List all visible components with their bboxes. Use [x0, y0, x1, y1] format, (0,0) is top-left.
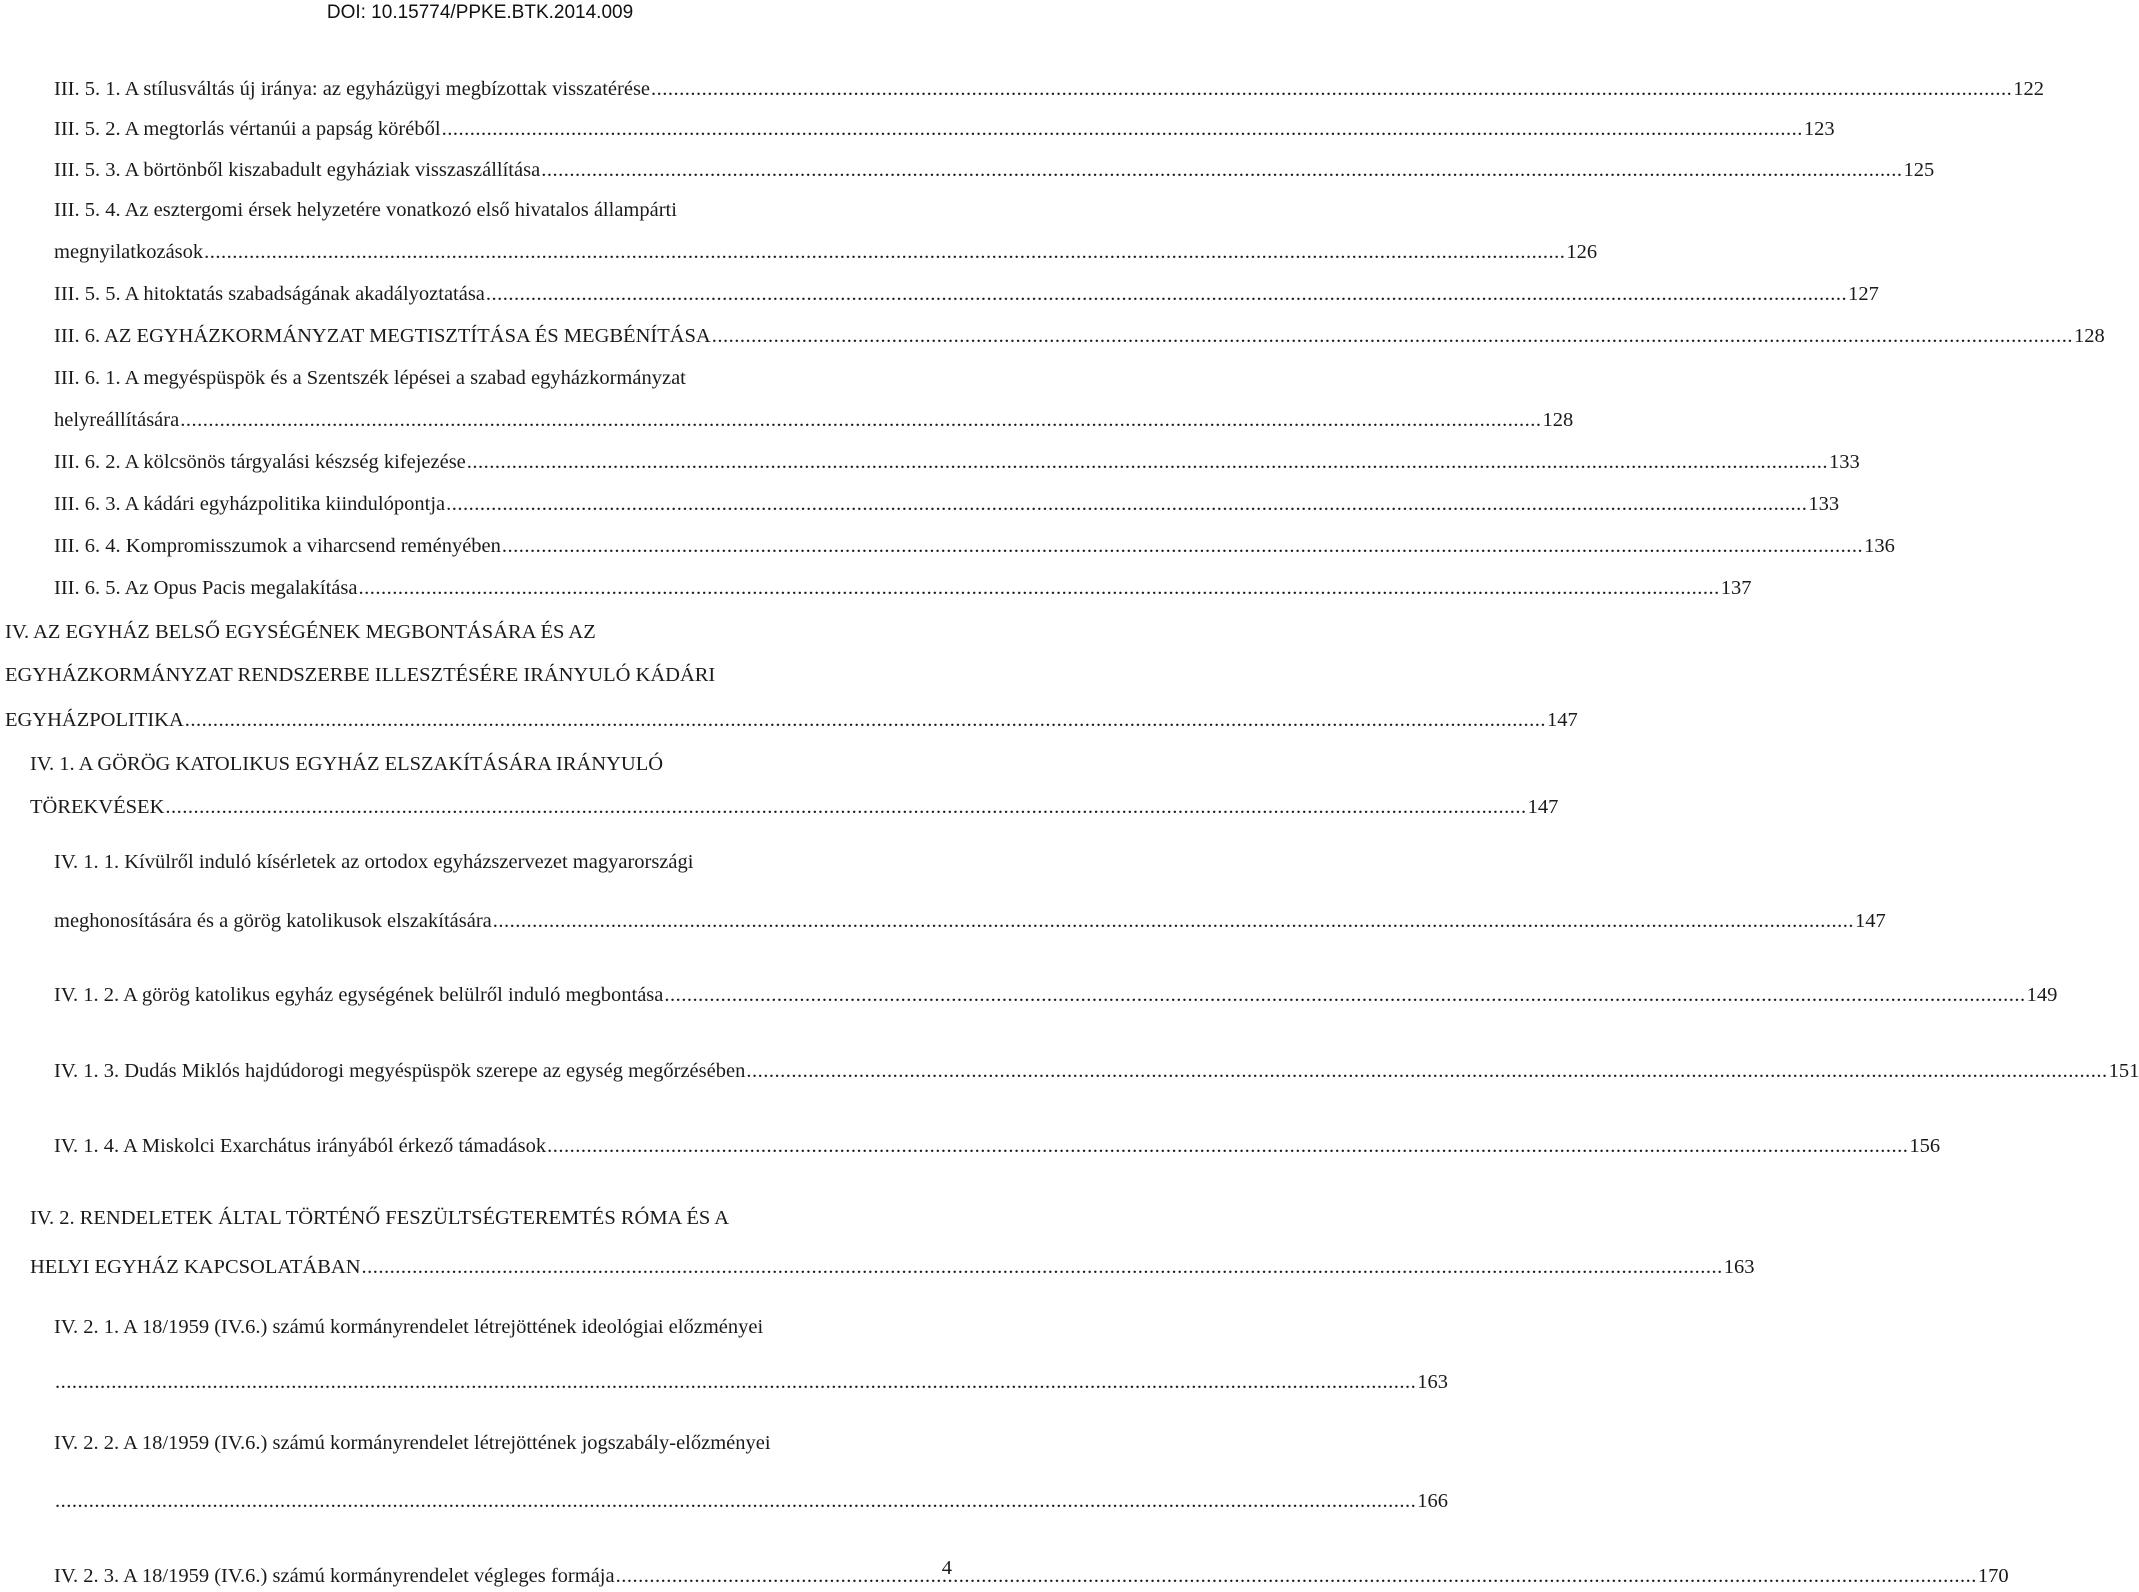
- toc-entry: [54, 115, 1835, 143]
- toc-entry-title: HELYI EGYHÁZ KAPCSOLATÁBAN: [30, 1256, 361, 1278]
- toc-entry: [54, 448, 1860, 476]
- toc-entry: [30, 793, 1559, 821]
- toc-leader-dots: [362, 1253, 1723, 1281]
- toc-entry-page: 163: [1417, 1371, 1448, 1393]
- toc-entry: [54, 1562, 2009, 1590]
- toc-entry-page: 137: [1720, 577, 1752, 599]
- toc-leader-dots: [541, 156, 1902, 184]
- toc-entry-title: IV. 1. A GÖRÖG KATOLIKUS EGYHÁZ ELSZAKÍTÁSÁRA IRÁNYULÓ: [30, 753, 664, 775]
- toc-entry-page: 125: [1903, 159, 1935, 181]
- toc-leader-dots: [712, 322, 2073, 350]
- toc-entry: [54, 406, 1574, 434]
- toc-entry-page: 126: [1566, 241, 1598, 263]
- toc-leader-dots: [651, 75, 2012, 103]
- toc-leader-dots: [204, 238, 1565, 266]
- toc-entry: [54, 1132, 1941, 1160]
- toc-entry-page: 133: [1808, 493, 1840, 515]
- toc-entry-title: IV. 1. 2. A görög katolikus egyház egységének belülről induló megbontása: [54, 984, 664, 1006]
- toc-entry-page: 127: [1848, 283, 1879, 305]
- toc-entry-title: IV. 1. 1. Kívülről induló kísérletek az ortodox egyházszervezet magyarországi: [54, 851, 694, 873]
- toc-entry-page: 166: [1417, 1490, 1448, 1512]
- toc-entry-title: EGYHÁZPOLITIKA: [5, 709, 184, 731]
- toc-leader-dots: [746, 1057, 2107, 1085]
- toc-entry: [54, 532, 1895, 560]
- toc-entry-title: III. 6. 4. Kompromisszumok a viharcsend reményében: [54, 535, 501, 557]
- toc-entry: [54, 1487, 1448, 1515]
- toc-entry: [54, 322, 2105, 350]
- doi-header: DOI: 10.15774/PPKE.BTK.2014.009: [326, 2, 634, 23]
- toc-entry-page: 123: [1803, 118, 1835, 140]
- toc-leader-dots: [547, 1132, 1908, 1160]
- toc-entry-title: IV. AZ EGYHÁZ BELSŐ EGYSÉGÉNEK MEGBONTÁSÁRA ÉS AZ: [5, 621, 596, 643]
- toc-entry-page: 147: [1855, 910, 1886, 932]
- toc-entry-title: III. 6. 2. A kölcsönös tárgyalási készség kifejezése: [54, 451, 466, 473]
- toc-entry-page: 170: [1977, 1565, 2009, 1587]
- toc-entry: [54, 907, 1886, 935]
- toc-entry-title: III. 6. 3. A kádári egyházpolitika kiindulópontja: [54, 493, 446, 515]
- toc-entry-title: III. 5. 5. A hitoktatás szabadságának akadályoztatása: [54, 283, 485, 305]
- toc-leader-dots: [493, 907, 1854, 935]
- toc-entry-title: III. 6. 5. Az Opus Pacis megalakítása: [54, 577, 358, 599]
- page-number: 4: [941, 1557, 952, 1579]
- toc-entry: [54, 1057, 2139, 1085]
- toc-leader-dots: [442, 115, 1803, 143]
- toc-leader-dots: [616, 1562, 1977, 1590]
- toc-entry-page: 128: [2073, 325, 2105, 347]
- toc-entry-title: III. 6. 1. A megyéspüspök és a Szentszék lépései a szabad egyházkormányzat: [54, 367, 686, 389]
- toc-entry-title: IV. 1. 3. Dudás Miklós hajdúdorogi megyéspüspök szerepe az egység megőrzésében: [54, 1060, 746, 1082]
- toc-entry: [54, 981, 2058, 1009]
- toc-entry-title: TÖREKVÉSEK: [30, 796, 165, 818]
- toc-entry-title: IV. 2. 3. A 18/1959 (IV.6.) számú kormányrendelet végleges formája: [54, 1565, 615, 1587]
- toc-entry-title: IV. 2. 1. A 18/1959 (IV.6.) számú kormányrendelet létrejöttének ideológiai előzményei: [54, 1316, 764, 1338]
- toc-entry-title: IV. 1. 4. A Miskolci Exarchátus irányából érkező támadások: [54, 1135, 547, 1157]
- toc-leader-dots: [486, 280, 1847, 308]
- toc-leader-dots: [165, 793, 1526, 821]
- toc-entry-title: III. 6. AZ EGYHÁZKORMÁNYZAT MEGTISZTÍTÁSA ÉS MEGBÉNÍTÁSA: [54, 325, 711, 347]
- toc-entry-title: III. 5. 2. A megtorlás vértanúi a papság köréből: [54, 118, 441, 140]
- toc-entry-page: 147: [1527, 796, 1559, 818]
- toc-entry: [30, 1253, 1755, 1281]
- toc-entry-page: 156: [1909, 1135, 1941, 1157]
- toc-entry-page: 122: [2013, 78, 2045, 100]
- toc-leader-dots: [446, 490, 1807, 518]
- toc-leader-dots: [180, 406, 1541, 434]
- toc-leader-dots: [664, 981, 2025, 1009]
- toc-entry-title: III. 5. 1. A stílusváltás új iránya: az egyházügyi megbízottak visszatérése: [54, 78, 651, 100]
- toc-entry-title: III. 5. 3. A börtönből kiszabadult egyháziak visszaszállítása: [54, 159, 541, 181]
- toc-entry: [54, 280, 1879, 308]
- toc-entry-title: helyreállítására: [54, 409, 180, 431]
- toc-leader-dots: [502, 532, 1863, 560]
- toc-leader-dots: [467, 448, 1828, 476]
- toc-entry-page: 136: [1864, 535, 1895, 557]
- toc-leader-dots: [55, 1368, 1416, 1396]
- toc-entry: [54, 75, 2045, 103]
- toc-entry: [54, 574, 1752, 602]
- toc-entry: [54, 156, 1935, 184]
- toc-entry: [5, 706, 1578, 734]
- toc-entry-title: III. 5. 4. Az esztergomi érsek helyzetére vonatkozó első hivatalos állampárti: [54, 199, 677, 221]
- toc-leader-dots: [55, 1487, 1416, 1515]
- toc-entry-page: 163: [1723, 1256, 1755, 1278]
- toc-entry-title: megnyilatkozások: [54, 241, 204, 263]
- toc-entry: [54, 238, 1598, 266]
- toc-entry-page: 133: [1829, 451, 1860, 473]
- toc-entry-page: 147: [1547, 709, 1578, 731]
- toc-entry-title: IV. 2. RENDELETEK ÁLTAL TÖRTÉNŐ FESZÜLTSÉGTEREMTÉS RÓMA ÉS A: [30, 1207, 730, 1229]
- toc-entry-title: EGYHÁZKORMÁNYZAT RENDSZERBE ILLESZTÉSÉRE IRÁNYULÓ KÁDÁRI: [5, 664, 716, 686]
- toc-entry: [54, 490, 1840, 518]
- toc-entry-page: 151: [2108, 1060, 2139, 1082]
- toc-entry-title: meghonosítására és a görög katolikusok elszakítására: [54, 910, 492, 932]
- toc-leader-dots: [358, 574, 1719, 602]
- toc-entry-page: 128: [1542, 409, 1574, 431]
- toc-leader-dots: [185, 706, 1546, 734]
- toc-entry: [54, 1368, 1448, 1396]
- toc-entry-page: 149: [2026, 984, 2058, 1006]
- toc-entry-title: IV. 2. 2. A 18/1959 (IV.6.) számú kormányrendelet létrejöttének jogszabály-előzményei: [54, 1432, 771, 1454]
